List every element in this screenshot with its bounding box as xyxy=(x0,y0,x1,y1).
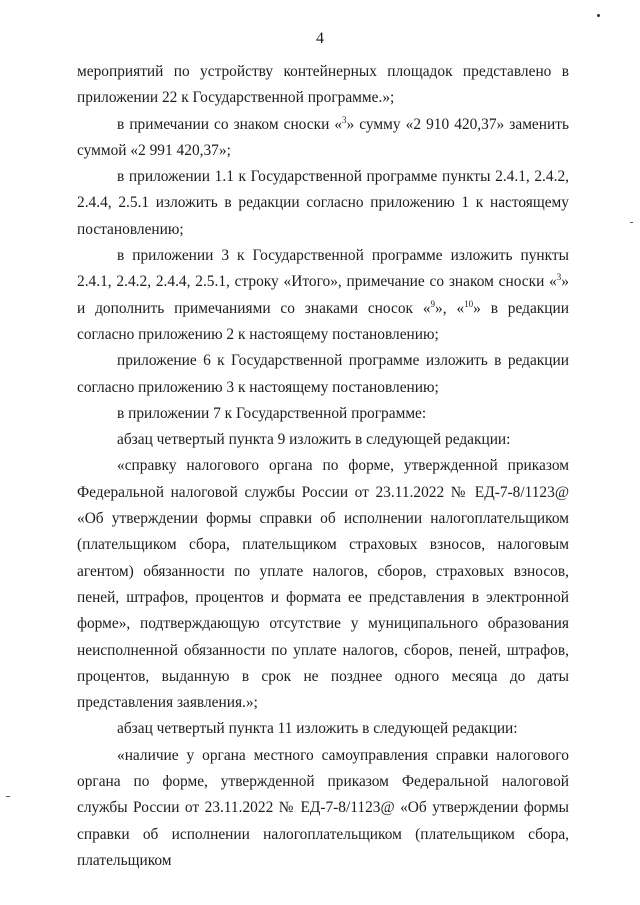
footnote-mark: 3 xyxy=(342,114,347,125)
text-run: в приложении 3 к Государственной программе изложить пункты 2.4.1, 2.4.2, 2.4.4, 2.5.1, строку «Итого», примечание со знаком сноски « xyxy=(77,247,569,291)
text-run: в примечании со знаком сноски « xyxy=(117,115,343,133)
footnote-mark: 3 xyxy=(556,272,562,283)
scan-speck xyxy=(630,222,633,223)
document-body xyxy=(77,59,569,874)
footnote-mark: 9 xyxy=(430,298,436,309)
text-run: », « xyxy=(435,299,465,317)
paragraph: «наличие у органа местного самоуправления справки налогового органа по форме, утвержденной приказом Федеральной налоговой службы России от 23.11.2022 № ЕД-7-8/1123@ «Об утверждении формы справки об исполнении налогоплательщиком (плательщиком сбора, плательщиком xyxy=(77,746,569,869)
paragraph: в приложении 7 к Государственной программе: xyxy=(117,404,427,422)
scan-speck xyxy=(597,14,600,17)
paragraph: «справку налогового органа по форме, утвержденной приказом Федеральной налоговой службы России от 23.11.2022 № ЕД-7-8/1123@ «Об утверждении формы справки об исполнении налогоплательщиком (плательщиком сбора, плательщиком страховых взносов, налоговым агентом) обязанности по уплате налогов, сборов, страховых взносов, пеней, штрафов, процентов и формата ее представления в электронной форме», подтверждающую отсутствие у муниципального образования неисполненной обязанности по уплате налогов, сборов, пеней, штрафов, процентов, выданную в срок не позднее одного месяца до даты представления заявления.»; xyxy=(77,457,569,712)
paragraph: мероприятий по устройству контейнерных площадок представлено в приложении 22 к Государственной программе.»; xyxy=(77,63,569,107)
text-run: » и дополнить примечаниями со знаками сносок « xyxy=(77,273,569,317)
paragraph: приложение 6 к Государственной программе изложить в редакции согласно приложению 3 к настоящему постановлению; xyxy=(77,352,569,396)
scan-speck xyxy=(6,796,10,797)
paragraph xyxy=(77,243,569,348)
paragraph: абзац четвертый пункта 9 изложить в следующей редакции: xyxy=(117,431,511,449)
paragraph: абзац четвертый пункта 11 изложить в следующей редакции: xyxy=(117,720,518,738)
page-number: 4 xyxy=(316,30,324,47)
paragraph: в приложении 1.1 к Государственной программе пункты 2.4.1, 2.4.2, 2.4.4, 2.5.1 изложить в редакции согласно приложению 1 к настоящему постановлению; xyxy=(77,168,569,238)
footnote-mark: 10 xyxy=(464,298,474,309)
text-run: » сумму «2 910 420,37» заменить суммой «2 991 420,37»; xyxy=(77,115,569,159)
paragraph xyxy=(77,112,569,165)
text-run: » в редакции согласно приложению 2 к настоящему постановлению; xyxy=(77,299,569,343)
